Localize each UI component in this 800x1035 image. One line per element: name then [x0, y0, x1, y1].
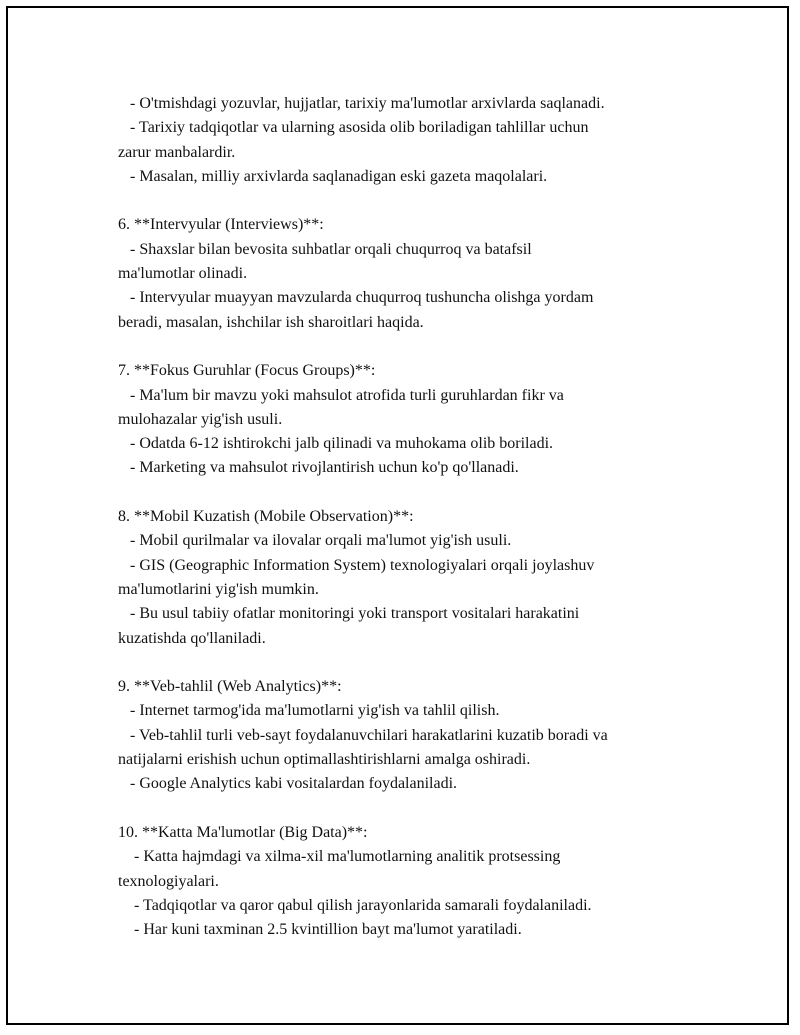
text-line: - Internet tarmog'ida ma'lumotlarni yig'ish va tahlil qilish. [118, 702, 500, 720]
section-heading: 10. **Katta Ma'lumotlar (Big Data)**: [118, 823, 368, 841]
text-line: - Google Analytics kabi vositalardan foydalaniladi. [118, 775, 458, 793]
text-line: - O'tmishdagi yozuvlar, hujjatlar, tarixiy ma'lumotlar arxivlarda saqlanadi. [118, 95, 605, 112]
text-line: - Odatda 6-12 ishtirokchi jalb qilinadi va muhokama olib boriladi. [118, 435, 554, 453]
text-line: - Tarixiy tadqiqotlar va ularning asosida olib boriladigan tahlillar uchun [118, 119, 589, 137]
blank-line [118, 651, 718, 675]
section-heading: 7. **Fokus Guruhlar (Focus Groups)**: [118, 362, 376, 380]
text-line: - Ma'lum bir mavzu yoki mahsulot atrofida turli guruhlardan fikr va [118, 386, 564, 404]
blank-line [118, 481, 718, 505]
text-line: - GIS (Geographic Information System) texnologiyalari orqali joylashuv [118, 556, 595, 574]
text-line: - Shaxslar bilan bevosita suhbatlar orqali chuqurroq va batafsil [118, 240, 532, 258]
document-body [118, 92, 718, 942]
text-line: mulohazalar yig'ish usuli. [118, 410, 283, 428]
text-line: zarur manbalardir. [118, 143, 236, 161]
text-line: beradi, masalan, ishchilar ish sharoitlari haqida. [118, 313, 424, 331]
text-line: - Intervyular muayyan mavzularda chuqurroq tushuncha olishga yordam [118, 289, 594, 307]
text-line: - Katta hajmdagi va xilma-xil ma'lumotlarning analitik protsessing [118, 848, 561, 866]
blank-line [118, 189, 718, 213]
text-line: - Tadqiqotlar va qaror qabul qilish jarayonlarida samarali foydalaniladi. [118, 896, 592, 914]
text-line: kuzatishda qo'llaniladi. [118, 629, 266, 647]
blank-line [118, 797, 718, 821]
text-line: - Bu usul tabiiy ofatlar monitoringi yoki transport vositalari harakatini [118, 605, 580, 623]
text-line: - Masalan, milliy arxivlarda saqlanadigan eski gazeta maqolalari. [118, 167, 548, 185]
section-heading: 9. **Veb-tahlil (Web Analytics)**: [118, 678, 342, 696]
blank-line [118, 335, 718, 359]
text-line: - Veb-tahlil turli veb-sayt foydalanuvchilari harakatlarini kuzatib boradi va [118, 726, 608, 744]
text-line: natijalarni erishish uchun optimallashtirishlarni amalga oshiradi. [118, 751, 531, 769]
text-line: - Mobil qurilmalar va ilovalar orqali ma'lumot yig'ish usuli. [118, 532, 512, 550]
text-line: texnologiyalari. [118, 872, 219, 890]
text-line: - Har kuni taxminan 2.5 kvintillion bayt ma'lumot yaratiladi. [118, 921, 522, 939]
text-line: - Marketing va mahsulot rivojlantirish uchun ko'p qo'llanadi. [118, 459, 519, 477]
section-heading: 8. **Mobil Kuzatish (Mobile Observation)**: [118, 508, 414, 526]
text-line: ma'lumotlarini yig'ish mumkin. [118, 580, 319, 598]
text-line: ma'lumotlar olinadi. [118, 265, 248, 283]
section-heading: 6. **Intervyular (Interviews)**: [118, 216, 324, 234]
